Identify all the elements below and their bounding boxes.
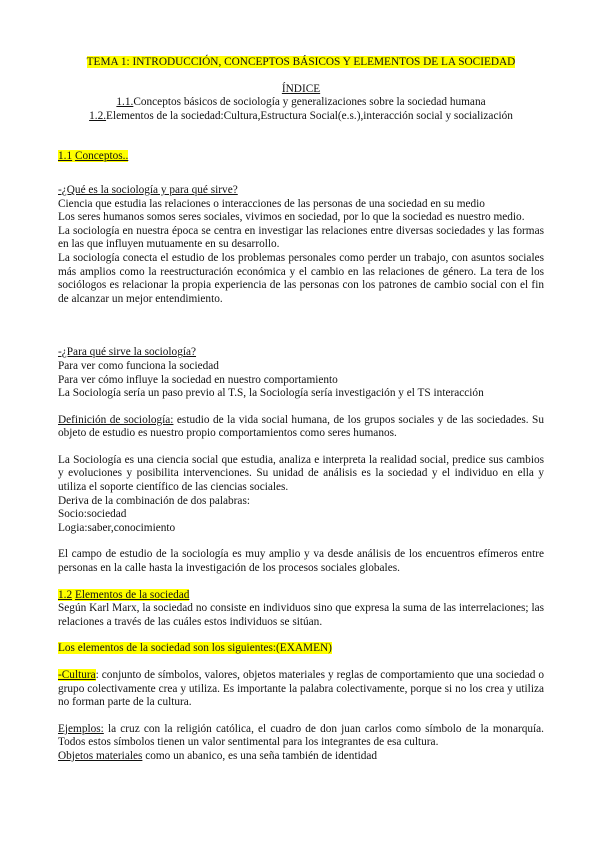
examples-paragraph <box>58 723 544 750</box>
elements-heading-text: Los elementos de la sociedad son los siguientes:(EXAMEN) <box>58 642 332 655</box>
section-2-title: Elementos de la sociedad <box>74 588 190 601</box>
section-1-heading <box>58 150 544 164</box>
index-item-1-num: 1.1. <box>116 96 134 109</box>
index-item-2-num: 1.2. <box>89 109 107 122</box>
paragraph: La Sociología es una ciencia social que estudia, analiza e interpreta la realidad social, predice sus cambios y evoluciones y posibilita intervenciones. Su unidad de análisis es la sociedad y el individuo en ella y utiliza el soporte científico de las ciencias sociales. <box>58 453 544 494</box>
paragraph: Logia:saber,conocimiento <box>58 521 176 534</box>
list-line: La Sociología sería un paso previo al T.S, la Sociología sería investigación y el TS interacción <box>58 387 484 400</box>
document-page <box>58 56 544 764</box>
examples-label: Ejemplos: <box>58 722 104 735</box>
title-text: TEMA 1: INTRODUCCIÓN, CONCEPTOS BÁSICOS Y ELEMENTOS DE LA SOCIEDAD <box>86 56 516 68</box>
question-2: -¿Para qué sirve la sociología? <box>58 346 197 359</box>
paragraph: La sociología en nuestra época se centra en investigar las relaciones entre diversas sociedades y las formas en las que influyen mutuamente en su desarrollo. <box>58 224 544 251</box>
paragraph: Ciencia que estudia las relaciones o interacciones de las personas de una sociedad en su medio <box>58 197 485 210</box>
section-1-num: 1.1 <box>58 150 73 163</box>
definition-paragraph <box>58 414 544 441</box>
paragraph: La sociología conecta el estudio de los problemas personales como perder un trabajo, con asuntos sociales más amplios como la reestructuración económica y el cambio en las relaciones de género. La tera de los sociólogos es relacionar la propia experiencia de las personas con los patrones de cambio social con el fin de alcanzar un mejor entendimiento. <box>58 251 544 305</box>
index-heading: ÍNDICE <box>281 82 321 95</box>
document-title <box>58 56 544 70</box>
list-line: Para ver cómo influye la sociedad en nuestro comportamiento <box>58 373 338 386</box>
paragraph: Los seres humanos somos seres sociales, vivimos en sociedad, por lo que la sociedad es nuestro medio. <box>58 211 525 224</box>
definition-text: estudio de la vida social humana, de los grupos sociales y de las sociedades. Su objeto de estudio es nuestro propio comportamientos como seres humanos. <box>58 413 544 440</box>
examples-text: la cruz con la religión católica, el cuadro de don juan carlos como símbolo de la monarquía. Todos estos símbolos tienen un valor sentimental para los integrantes de esa cultura. <box>58 722 544 749</box>
section-2-heading-mark <box>58 589 189 601</box>
list-line: Para ver como funciona la sociedad <box>58 359 219 372</box>
section-2-num: 1.2 <box>58 588 73 601</box>
paragraph: Socio:sociedad <box>58 508 127 521</box>
paragraph: Según Karl Marx, la sociedad no consiste en individuos sino que expresa la suma de las interrelaciones; las relaciones a través de las cuáles estos individuos se sitúan. <box>58 602 544 628</box>
question-1: -¿Qué es la sociología y para qué sirve? <box>58 183 238 196</box>
index-item-2 <box>58 110 544 124</box>
section-1-heading-mark <box>58 150 128 162</box>
cultura-label: -Cultura <box>58 669 96 681</box>
objects-text: como un abanico, es una seña también de identidad <box>142 749 378 762</box>
objects-label: Objetos materiales <box>58 749 143 762</box>
index-item-2-text: Elementos de la sociedad:Cultura,Estructura Social(e.s.),interacción social y socialización <box>106 109 513 122</box>
index-item-1 <box>58 96 544 110</box>
elements-heading <box>58 642 544 656</box>
section-2-heading <box>58 589 544 603</box>
section-1-title: Conceptos.. <box>74 150 129 163</box>
cultura-paragraph <box>58 669 544 710</box>
objects-paragraph <box>58 750 544 764</box>
paragraph: Deriva de la combinación de dos palabras: <box>58 494 250 507</box>
cultura-text: : conjunto de símbolos, valores, objetos materiales y reglas de comportamiento que una sociedad o grupo colectivamente crea y utiliza. Es importante la palabra colectivamente, porque si no los crea y utiliza no forman parte de la cultura. <box>58 669 544 709</box>
definition-label: Definición de sociología: <box>58 413 174 426</box>
paragraph: El campo de estudio de la sociología es muy amplio y va desde análisis de los encuentros efímeros entre personas en la calle hasta la investigación de los procesos sociales globales. <box>58 548 544 575</box>
index-item-1-text: Conceptos básicos de sociología y generalizaciones sobre la sociedad humana <box>133 96 486 109</box>
